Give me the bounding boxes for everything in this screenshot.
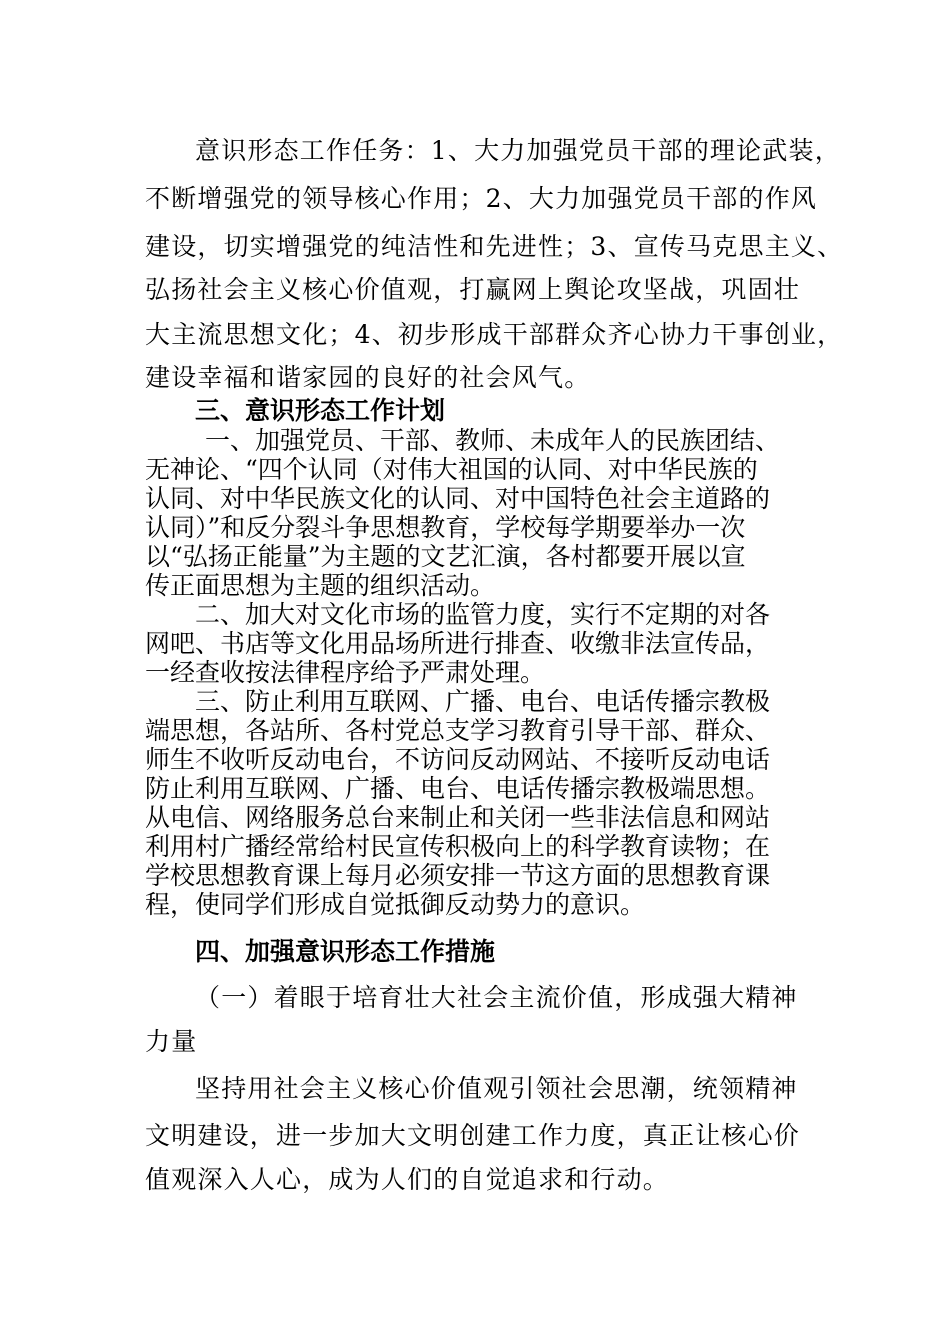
paragraph-line: 大主流思想文化；4、初步形成干部群众齐心协力干事创业， <box>145 320 844 349</box>
paragraph-line: 不断增强党的领导核心作用；2、大力加强党员干部的作风 <box>145 184 818 213</box>
paragraph-line: 无神论、“四个认同（对伟大祖国的认同、对中华民族的 <box>145 455 758 484</box>
paragraph-line: 师生不收听反动电台，不访问反动网站、不接听反动电话 <box>145 745 771 774</box>
paragraph-line: 建设幸福和谐家园的良好的社会风气。 <box>145 363 591 392</box>
paragraph-line: 端思想，各站所、各村党总支学习教育引导干部、群众、 <box>145 716 771 745</box>
paragraph-line: 三、防止利用互联网、广播、电台、电话传播宗教极 <box>195 687 771 716</box>
paragraph-line: 认同、对中华民族文化的认同、对中国特色社会主道路的 <box>145 484 771 513</box>
paragraph-line: 弘扬社会主义核心价值观，打赢网上舆论攻坚战，巩固壮 <box>145 275 801 304</box>
paragraph-line: 学校思想教育课上每月必须安排一节这方面的思想教育课 <box>145 861 771 890</box>
paragraph-line: 意识形态工作任务：1、大力加强党员干部的理论武装， <box>195 136 841 165</box>
paragraph-line: 利用村广播经常给村民宣传积极向上的科学教育读物；在 <box>145 832 771 861</box>
paragraph-line: 值观深入人心，成为人们的自觉追求和行动。 <box>145 1165 670 1194</box>
subsection-heading: 力量 <box>145 1027 198 1056</box>
section-heading-3: 三、意识形态工作计划 <box>195 396 446 425</box>
paragraph-line: 一、加强党员、干部、教师、未成年人的民族团结、 <box>205 426 781 455</box>
paragraph-line: 程，使同学们形成自觉抵御反动势力的意识。 <box>145 890 646 919</box>
paragraph-line: 认同）”和反分裂斗争思想教育，学校每学期要举办一次 <box>145 513 746 542</box>
paragraph-line: 从电信、网络服务总台来制止和关闭一些非法信息和网站 <box>145 803 771 832</box>
paragraph-line: 防止利用互联网、广播、电台、电话传播宗教极端思想。 <box>145 774 771 803</box>
paragraph-line: 建设，切实增强党的纯洁性和先进性；3、宣传马克思主义、 <box>145 232 844 261</box>
paragraph-line: 坚持用社会主义核心价值观引领社会思潮，统领精神 <box>195 1074 798 1103</box>
paragraph-line: 以“弘扬正能量”为主题的文艺汇演，各村都要开展以宣 <box>145 542 746 571</box>
subsection-heading: （一）着眼于培育壮大社会主流价值，形成强大精神 <box>195 983 798 1012</box>
paragraph-line: 网吧、书店等文化用品场所进行排查、收缴非法宣传品， <box>145 629 771 658</box>
paragraph-line: 二、加大对文化市场的监管力度，实行不定期的对各 <box>195 600 771 629</box>
paragraph-line: 传正面思想为主题的组织活动。 <box>145 571 496 600</box>
section-heading-4: 四、加强意识形态工作措施 <box>195 937 496 966</box>
paragraph-line: 文明建设，进一步加大文明创建工作力度，真正让核心价 <box>145 1121 801 1150</box>
paragraph-line: 一经查收按法律程序给予严肃处理。 <box>145 658 546 687</box>
